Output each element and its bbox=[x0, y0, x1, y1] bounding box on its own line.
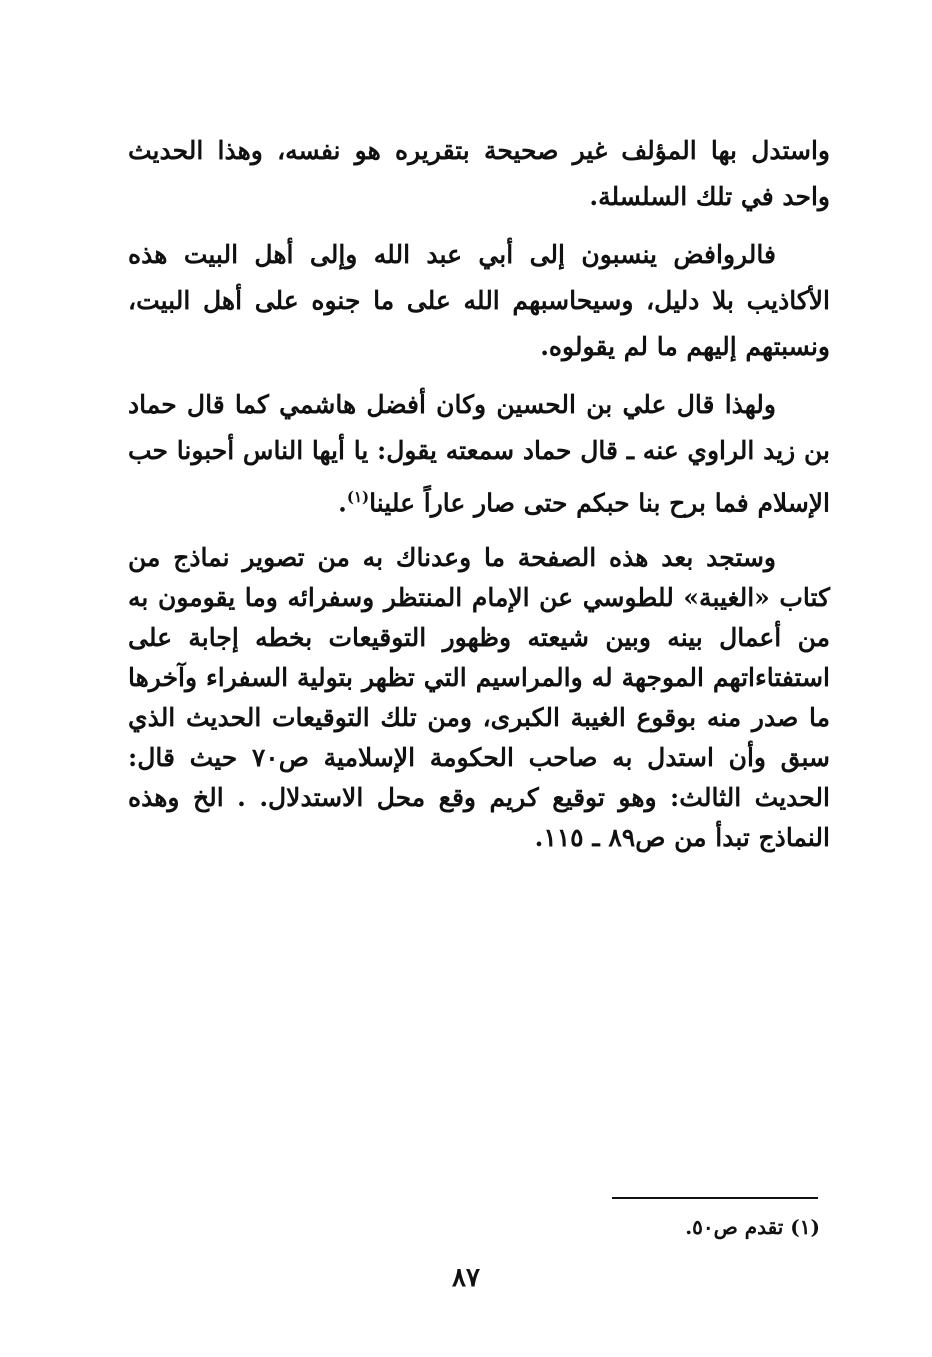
footnote-reference: (١) bbox=[346, 488, 370, 506]
footnote: (١) تقدم ص٥٠. bbox=[685, 1215, 820, 1239]
paragraph-1 bbox=[128, 128, 830, 220]
paragraph-4-text: وستجد بعد هذه الصفحة ما وعدناك به من تصوير نماذج من كتاب «الغيبة» للطوسي عن الإمام المنتظر وسفرائه وما يقومون به من أعمال بينه وبين شيعته وظهور التوقيعات بخطه إجابة على استفتاءاتهم الموجهة له والمراسيم التي تظهر بتولية السفراء وآخرها ما صدر منه بوقوع الغيبة الكبرى، ومن تلك التوقيعات الحديث الذي سبق وأن استدل به صاحب الحكومة الإسلامية ص٧٠ حيث قال: الحديث الثالث: وهو توقيع كريم وقع محل الاستدلال. . الخ وهذه النماذج تبدأ من ص٨٩ ـ ١١٥. bbox=[128, 543, 831, 853]
paragraph-3-text: ولهذا قال علي بن الحسين وكان أفضل هاشمي كما قال حماد بن زيد الراوي عنه ـ قال حماد سمعته يقول: يا أيها الناس أحبونا حب الإسلام فما برح بنا حبكم حتى صار عاراً علينا bbox=[128, 390, 830, 518]
main-text bbox=[128, 128, 830, 870]
paragraph-2-text: فالروافض ينسبون إلى أبي عبد الله وإلى أهل البيت هذه الأكاذيب بلا دليل، وسيحاسبهم الله على ما جنوه على أهل البيت، ونسبتهم إليهم ما لم يقولوه. bbox=[128, 240, 830, 361]
paragraph-2 bbox=[128, 232, 830, 370]
paragraph-1-text: واستدل بها المؤلف غير صحيحة بتقريره هو نفسه، وهذا الحديث واحد في تلك السلسلة. bbox=[128, 136, 830, 211]
paragraph-4 bbox=[128, 538, 830, 858]
footnote-divider bbox=[612, 1197, 818, 1199]
paragraph-3 bbox=[128, 382, 830, 526]
paragraph-3-end: . bbox=[338, 488, 347, 518]
page-number: ٨٧ bbox=[452, 1263, 480, 1293]
